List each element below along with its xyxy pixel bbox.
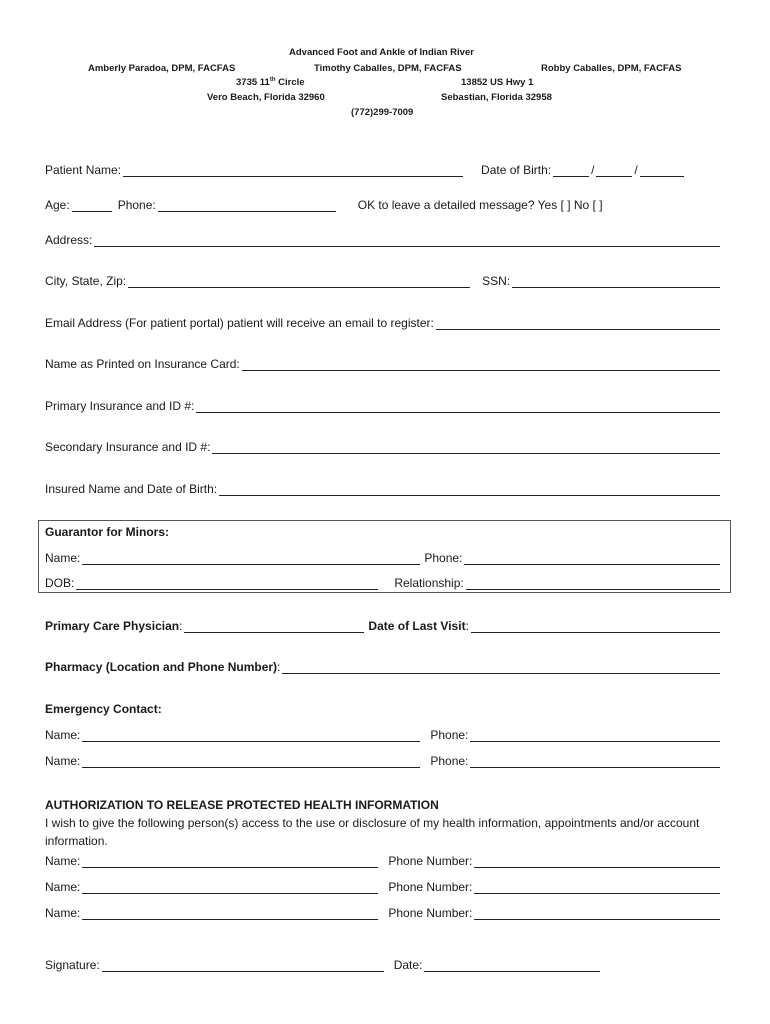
pcp-colon: : — [179, 619, 183, 633]
insured-name-field[interactable] — [219, 485, 720, 496]
emergency-contact-row — [45, 752, 722, 768]
dob-label: Date of Birth: — [481, 163, 552, 177]
doctor-name: Timothy Caballes, DPM, FACFAS — [314, 63, 462, 74]
signature-field[interactable] — [102, 961, 384, 972]
signature-row — [45, 956, 602, 972]
last-visit-label: Date of Last Visit — [368, 619, 466, 633]
pcp-label: Primary Care Physician — [45, 619, 180, 633]
authorized-name-label: Name: — [45, 854, 81, 868]
street-suffix: th — [269, 77, 276, 83]
guarantor-name-label: Name: — [45, 551, 81, 565]
patient-name-field[interactable] — [123, 166, 463, 177]
guarantor-dob-label: DOB: — [45, 576, 75, 590]
doctor-name: Robby Caballes, DPM, FACFAS — [541, 63, 682, 74]
guarantor-name-row — [45, 549, 722, 565]
doctor-name: Amberly Paradoa, DPM, FACFAS — [88, 63, 236, 74]
office-address-city: Vero Beach, Florida 32960 — [207, 92, 325, 103]
authorization-title-row — [45, 796, 722, 812]
signature-label: Signature: — [45, 958, 100, 972]
guarantor-relationship-field[interactable] — [466, 579, 720, 590]
authorized-phone-field[interactable] — [474, 883, 720, 894]
ssn-label: SSN: — [482, 274, 511, 288]
guarantor-phone-label: Phone: — [424, 551, 463, 565]
insurance-name-row — [45, 355, 722, 371]
city-state-zip-field[interactable] — [128, 277, 470, 288]
authorized-name-field[interactable] — [82, 857, 378, 868]
authorized-phone-label: Phone Number: — [388, 906, 473, 920]
guarantor-name-field[interactable] — [82, 554, 420, 565]
guarantor-dob-field[interactable] — [76, 579, 378, 590]
street-name: Circle — [275, 77, 305, 89]
age-field[interactable] — [72, 201, 112, 212]
office-phone: (772)299-7009 — [351, 107, 414, 118]
phone-field[interactable] — [158, 201, 336, 212]
address-field[interactable] — [94, 236, 720, 247]
emergency-name-label: Name: — [45, 728, 81, 742]
practice-name: Advanced Foot and Ankle of Indian River — [289, 47, 474, 58]
authorized-name-label: Name: — [45, 906, 81, 920]
pcp-field[interactable] — [184, 622, 364, 633]
authorized-name-label: Name: — [45, 880, 81, 894]
insured-name-row — [45, 480, 722, 496]
signature-date-label: Date: — [393, 958, 423, 972]
primary-insurance-field[interactable] — [196, 402, 720, 413]
dob-day-field[interactable] — [596, 166, 632, 177]
last-visit-field[interactable] — [471, 622, 720, 633]
authorization-title: AUTHORIZATION TO RELEASE PROTECTED HEALTH INFORMATION — [45, 798, 439, 812]
address-row — [45, 231, 722, 247]
primary-insurance-label: Primary Insurance and ID #: — [45, 399, 195, 413]
emergency-phone-label: Phone: — [430, 728, 469, 742]
physician-row — [45, 617, 722, 633]
emergency-name-label: Name: — [45, 754, 81, 768]
authorized-person-row — [45, 904, 722, 920]
emergency-name-field[interactable] — [82, 731, 420, 742]
guarantor-title: Guarantor for Minors: — [45, 525, 170, 539]
patient-name-row: Patient Name: Date of Birth: / / — [45, 161, 722, 177]
street-number: 3735 11 — [236, 77, 270, 89]
emergency-title: Emergency Contact: — [45, 702, 162, 716]
secondary-insurance-field[interactable] — [212, 443, 720, 454]
office-address-street — [236, 77, 305, 88]
guarantor-dob-row — [45, 574, 722, 590]
ssn-field[interactable] — [512, 277, 720, 288]
authorized-name-field[interactable] — [82, 909, 378, 920]
phone-label: Phone: — [117, 198, 156, 212]
insurance-name-field[interactable] — [242, 360, 720, 371]
emergency-name-field[interactable] — [82, 757, 420, 768]
email-label: Email Address (For patient portal) patient will receive an email to register: — [45, 316, 434, 330]
ok-message-question[interactable]: OK to leave a detailed message? Yes [ ] No [ ] — [357, 198, 603, 212]
authorized-phone-label: Phone Number: — [388, 854, 473, 868]
emergency-phone-label: Phone: — [430, 754, 469, 768]
authorized-phone-field[interactable] — [474, 857, 720, 868]
dob-year-field[interactable] — [640, 166, 684, 177]
city-ssn-row — [45, 272, 722, 288]
pharmacy-label: Pharmacy (Location and Phone Number) — [45, 660, 278, 674]
city-state-zip-label: City, State, Zip: — [45, 274, 127, 288]
office-address-street: 13852 US Hwy 1 — [461, 77, 534, 88]
guarantor-relationship-label: Relationship: — [394, 576, 464, 590]
pharmacy-field[interactable] — [282, 663, 720, 674]
emergency-phone-field[interactable] — [470, 757, 720, 768]
secondary-insurance-label: Secondary Insurance and ID #: — [45, 440, 211, 454]
office-address-city: Sebastian, Florida 32958 — [441, 92, 552, 103]
guarantor-phone-field[interactable] — [464, 554, 720, 565]
insured-name-label: Insured Name and Date of Birth: — [45, 482, 218, 496]
email-field[interactable] — [436, 319, 720, 330]
emergency-phone-field[interactable] — [470, 731, 720, 742]
emergency-contact-row — [45, 726, 722, 742]
authorization-text: I wish to give the following person(s) access to the use or disclosure of my health information, appointments and/or account information. — [45, 816, 700, 848]
age-phone-row — [45, 196, 722, 212]
email-row — [45, 314, 722, 330]
authorized-phone-field[interactable] — [474, 909, 720, 920]
authorized-person-row — [45, 852, 722, 868]
patient-name-label: Patient Name: — [45, 163, 122, 177]
emergency-title-row — [45, 700, 722, 716]
signature-date-field[interactable] — [424, 961, 600, 972]
authorized-person-row — [45, 878, 722, 894]
guarantor-title-row — [45, 523, 722, 539]
secondary-insurance-row — [45, 438, 722, 454]
insurance-name-label: Name as Printed on Insurance Card: — [45, 357, 240, 371]
age-label: Age: — [45, 198, 70, 212]
last-visit-colon: : — [465, 619, 469, 633]
authorized-name-field[interactable] — [82, 883, 378, 894]
primary-insurance-row — [45, 397, 722, 413]
dob-month-field[interactable] — [553, 166, 589, 177]
pharmacy-row — [45, 658, 722, 674]
authorized-phone-label: Phone Number: — [388, 880, 473, 894]
address-label: Address: — [45, 233, 93, 247]
pharmacy-colon: : — [277, 660, 281, 674]
